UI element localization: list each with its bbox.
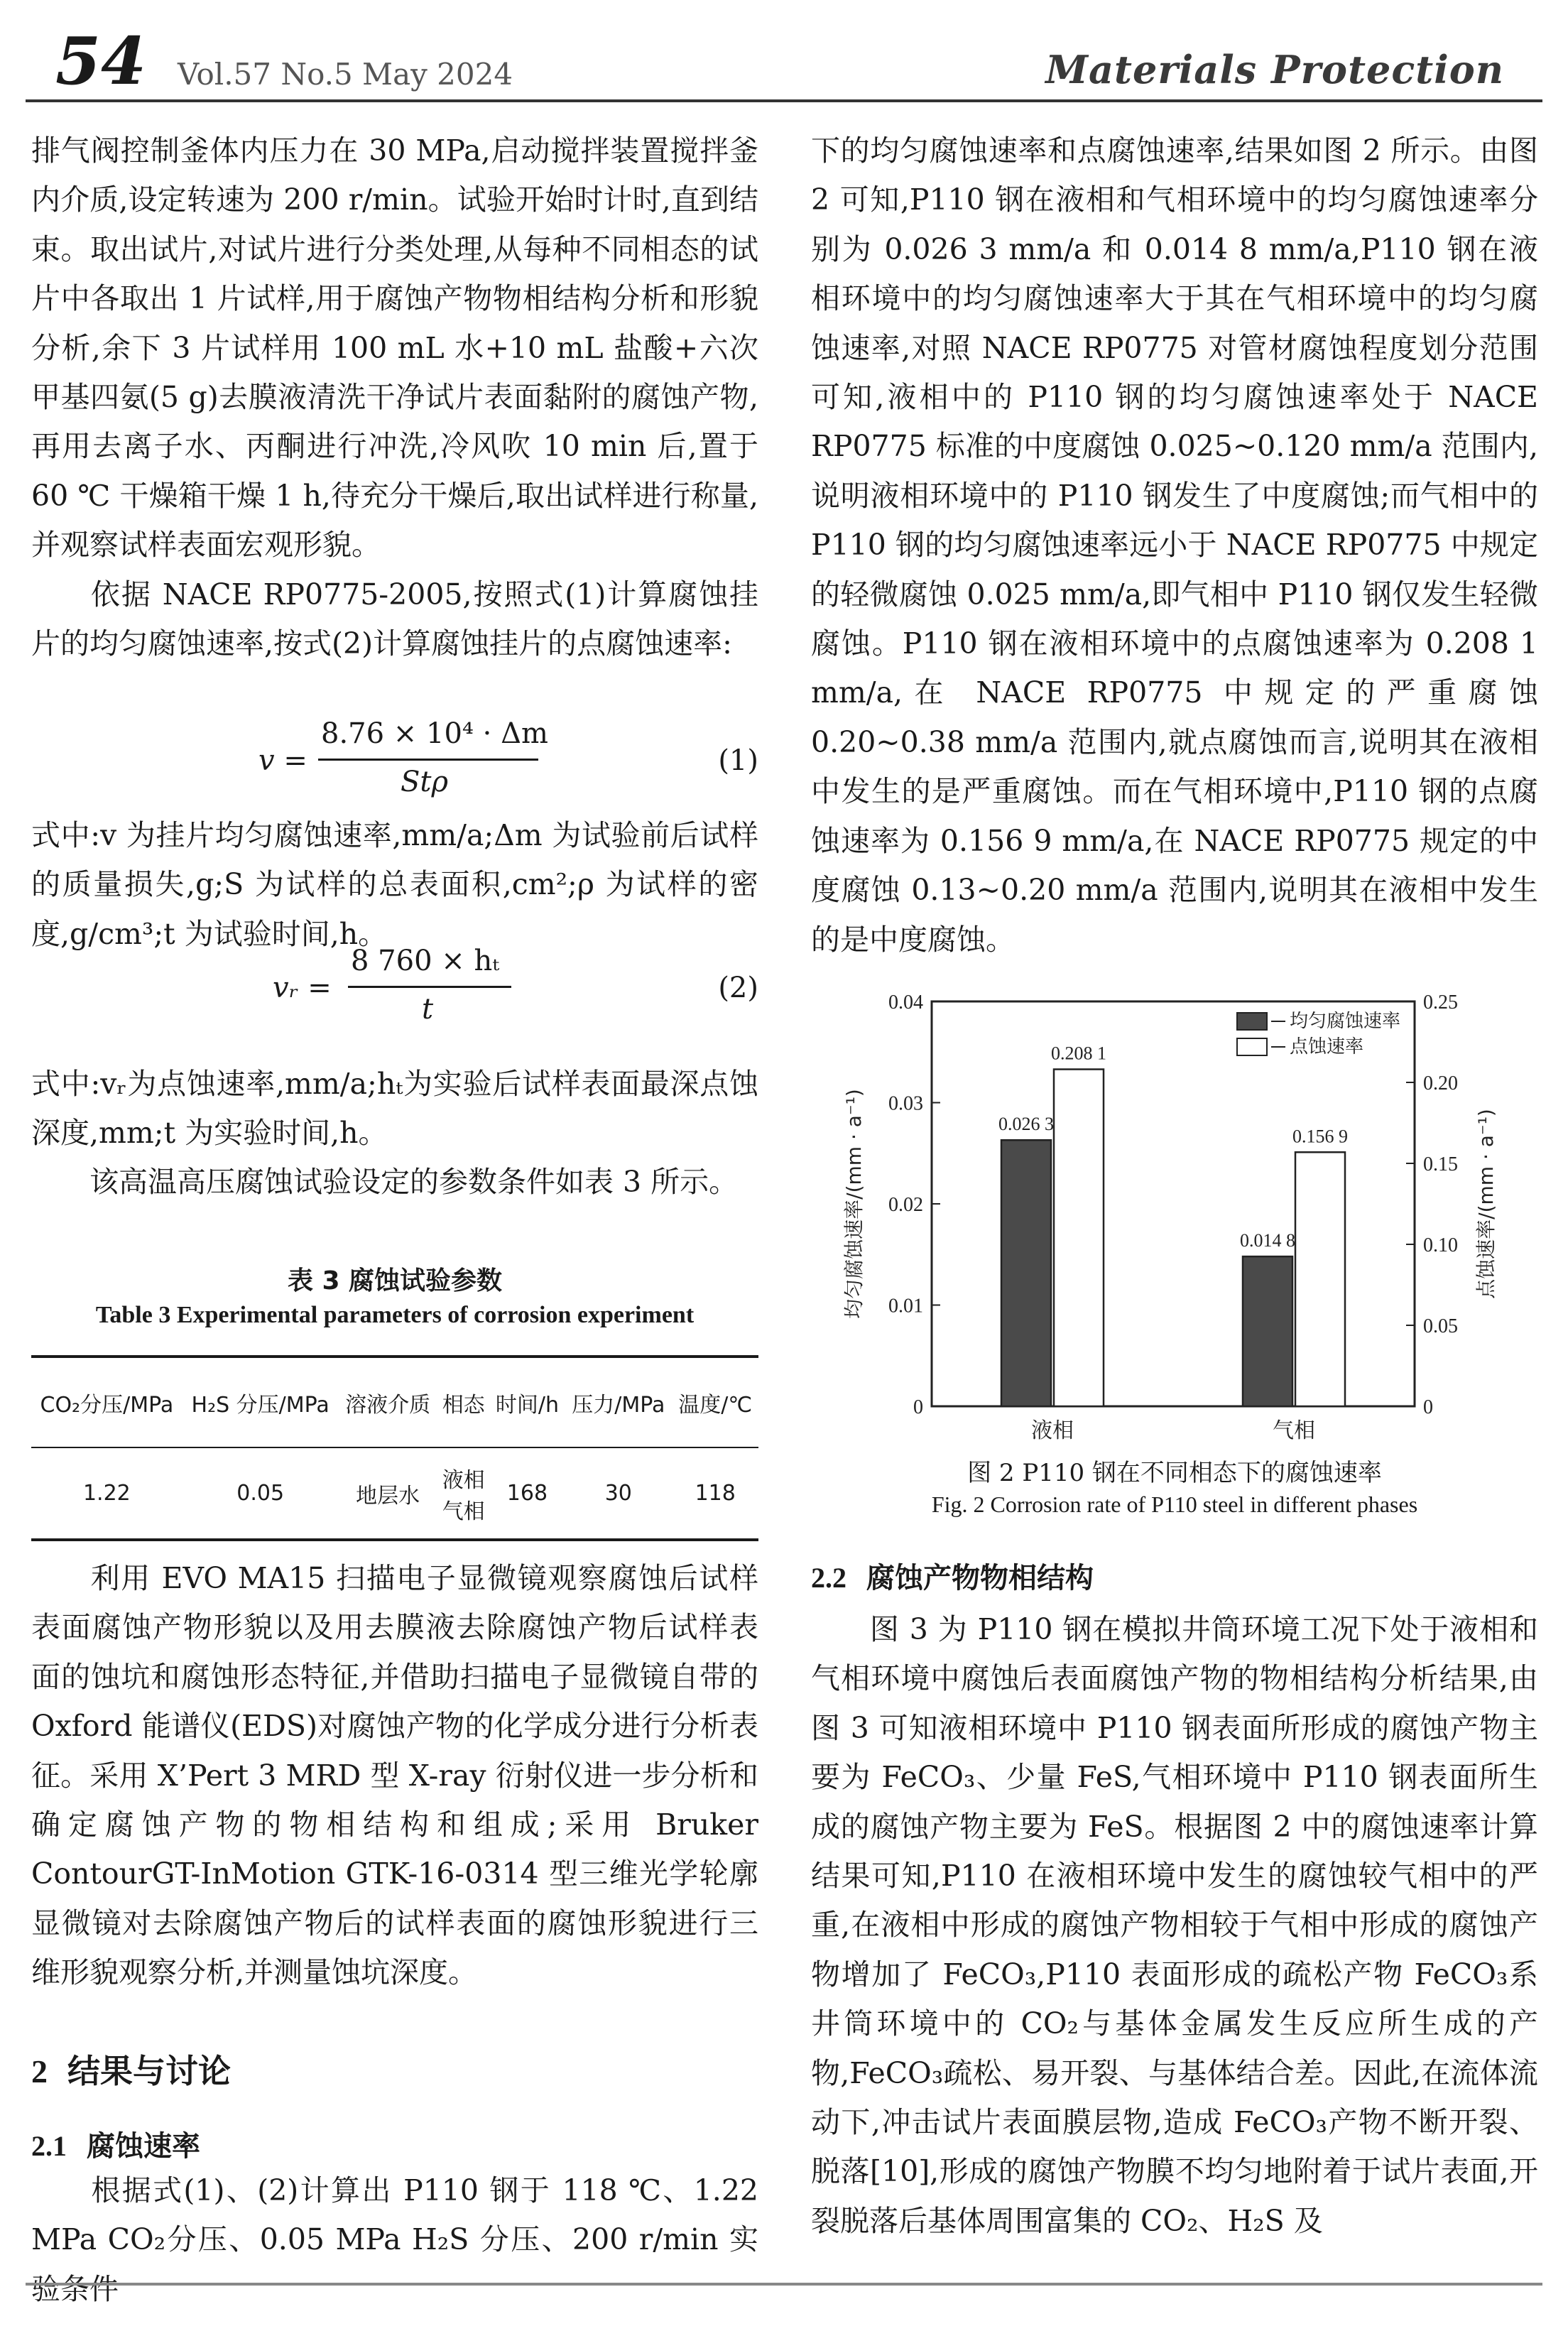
table-cell: 地层水 [356,1483,420,1509]
figure-caption-en: Fig. 2 Corrosion rate of P110 steel in different phases [931,1491,1418,1517]
y-left-axis-label: 均匀腐蚀速率/(mm · a⁻¹) [842,1089,866,1319]
table-row [31,1447,758,1540]
legend-swatch [1237,1038,1267,1055]
y-left-tick-label: 0.04 [888,991,923,1014]
volume-info: Vol.57 No.5 May 2024 [178,57,513,92]
bar-chart [811,973,1538,1456]
x-tick-label: 液相 [1031,1418,1074,1443]
table-header: 温度/℃ [678,1392,753,1418]
y-right-tick-label: 0.25 [1423,991,1458,1014]
data-label: 0.208 1 [1051,1043,1106,1064]
legend-label: 点蚀速率 [1290,1036,1364,1058]
formula-lhs: v = [258,744,307,777]
journal-name: Materials Protection [1045,47,1504,92]
bar [1243,1256,1292,1406]
table-header: 时间/h [495,1392,559,1418]
table-cell: 液相 气相 [442,1467,485,1524]
y-right-tick-label: 0.15 [1423,1153,1458,1175]
y-left-tick-label: 0.01 [888,1295,923,1317]
paragraph: 依据 NACE RP0775-2005,按照式(1)计算腐蚀挂片的均匀腐蚀速率,按式(2)计算腐蚀挂片的点腐蚀速率: [31,577,758,661]
y-right-tick-label: 0.10 [1423,1234,1458,1256]
bar [1295,1152,1345,1406]
legend-swatch [1237,1013,1267,1030]
paragraph: 排气阀控制釜体内压力在 30 MPa,启动搅拌装置搅拌釜内介质,设定转速为 200 r/min。试验开始时计时,直到结束。取出试片,对试片进行分类处理,从每种不同相态的试片中各取出 1 片试样,用于腐蚀产物物相结构分析和形貌分析,余下 3 片试样用 100 mL 水+10 mL 盐酸+六次甲基四氨(5 g)去膜液清洗干净试片表面黏附的腐蚀产物,再用去离子水、丙酮进行冲洗,冷风吹 10 min 后,置于 60 ℃ 干燥箱干燥 1 h,待充分干燥后,取出试样进行称量,并观察试样表面宏观形貌。 [31,134,758,563]
table-cell: 1.22 [82,1481,131,1506]
y-right-tick-label: 0.20 [1423,1072,1458,1094]
y-right-tick-label: 0.05 [1423,1315,1458,1337]
paragraph: 式中:vᵣ为点蚀速率,mm/a;hₜ为实验后试样表面最深点蚀深度,mm;t 为实验时间,h。 [31,1067,758,1151]
formula-denominator: Stρ [401,766,448,798]
formula-1 [31,717,758,824]
table-caption-en: Table 3 Experimental parameters of corrosion experiment [95,1302,695,1328]
subsection-heading: 2.1 腐蚀速率 [31,2130,200,2163]
table-3 [31,1355,758,1541]
data-label: 0.156 9 [1292,1126,1348,1147]
bar [1001,1140,1051,1406]
table-cell: 30 [604,1481,632,1506]
legend-label: 均匀腐蚀速率 [1290,1011,1401,1032]
y-left-tick-label: 0 [913,1396,923,1418]
table-cell: 168 [506,1481,548,1506]
page-header [0,0,1568,99]
fraction-bar [318,759,538,761]
paragraph: 根据式(1)、(2)计算出 P110 钢于 118 ℃、1.22 MPa CO₂分压、0.05 MPa H₂S 分压、200 r/min 实验条件 [31,2173,758,2306]
data-label: 0.026 3 [998,1114,1054,1135]
figure-2 [811,973,1538,1456]
equation-number: (2) [718,972,758,1004]
paragraph: 该高温高压腐蚀试验设定的参数条件如表 3 所示。 [89,1165,739,1199]
y-left-tick-label: 0.03 [888,1092,923,1115]
x-tick-label: 气相 [1273,1418,1315,1443]
y-right-axis-label: 点蚀速率/(mm · a⁻¹) [1474,1109,1498,1299]
header-rule [26,99,1542,102]
table-header: 压力/MPa [572,1392,665,1418]
footer-rule [26,2283,1542,2286]
paragraph: 利用 EVO MA15 扫描电子显微镜观察腐蚀后试样表面腐蚀产物形貌以及用去膜液去除腐蚀产物后试样表面的蚀坑和腐蚀形态特征,并借助扫描电子显微镜自带的 Oxford 能谱仪(EDS)对腐蚀产物的化学成分进行分析表征。采用 X’Pert 3 MRD 型 X-ray 衍射仪进一步分析和确定腐蚀产物的物相结构和组成;采用 Bruker ContourGT-InMotion GTK-16-0314 型三维光学轮廓显微镜对去除腐蚀产物后的试样表面的腐蚀形貌进行三维形貌观察分析,并测量蚀坑深度。 [31,1561,758,1990]
page-number: 54 [55,23,147,99]
table-header: 相态 [442,1392,485,1418]
bar [1054,1070,1104,1406]
formula-2 [31,945,758,1051]
section-heading: 2 结果与讨论 [31,2052,231,2090]
y-left-tick-label: 0.02 [888,1194,923,1216]
table-header: H₂S 分压/MPa [191,1392,330,1418]
equation-number: (1) [718,744,758,777]
formula-numerator: 8.76 × 10⁴ · Δm [321,717,548,750]
figure-caption-zh: 图 2 P110 钢在不同相态下的腐蚀速率 [967,1459,1382,1487]
table-header: 溶液介质 [345,1392,431,1418]
table-header: CO₂分压/MPa [40,1392,174,1418]
data-label: 0.014 8 [1240,1230,1295,1251]
formula-lhs: vᵣ = [273,972,332,1004]
table-caption-zh: 表 3 腐蚀试验参数 [287,1266,503,1295]
table-cell: 0.05 [236,1481,285,1506]
formula-numerator: 8 760 × hₜ [351,945,500,977]
paragraph: 式中:v 为挂片均匀腐蚀速率,mm/a;Δm 为试验前后试样的质量损失,g;S 为试样的总表面积,cm²;ρ 为试样的密度,g/cm³;t 为试验时间,h。 [31,818,758,951]
paragraph: 图 3 为 P110 钢在模拟井筒环境工况下处于液相和气相环境中腐蚀后表面腐蚀产物的物相结构分析结果,由图 3 可知液相环境中 P110 钢表面所形成的腐蚀产物主要为 FeCO₃、少量 FeS,气相环境中 P110 钢表面所生成的腐蚀产物主要为 FeS。根据图 2 中的腐蚀速率计算结果可知,P110 在液相环境中发生的腐蚀较气相中的严重,在液相中形成的腐蚀产物相较于气相中形成的腐蚀产物增加了 FeCO₃,P110 表面形成的疏松产物 FeCO₃系井筒环境中的 CO₂与基体金属发生反应所生成的产物,FeCO₃疏松、易开裂、与基体结合差。因此,在流体流动下,冲击试片表面膜层物,造成 FeCO₃产物不断开裂、脱落[10],形成的腐蚀产物膜不均匀地附着于试片表面,开裂脱落后基体周围富集的 CO₂、H₂S 及 [811,1612,1538,2238]
table-cell: 118 [695,1481,736,1506]
subsection-heading: 2.2 腐蚀产物物相结构 [811,1562,1094,1594]
formula-denominator: t [422,993,434,1026]
fraction-bar [348,986,511,988]
y-right-tick-label: 0 [1423,1396,1433,1418]
paragraph: 下的均匀腐蚀速率和点腐蚀速率,结果如图 2 所示。由图 2 可知,P110 钢在液相和气相环境中的均匀腐蚀速率分别为 0.026 3 mm/a 和 0.014 8 mm/a,P110 钢在液相环境中的均匀腐蚀速率大于其在气相环境中的均匀腐蚀速率,对照 NACE RP0775 对管材腐蚀程度划分范围可知,液相中的 P110 钢的均匀腐蚀速率处于 NACE RP0775 标准的中度腐蚀 0.025~0.120 mm/a 范围内,说明液相环境中的 P110 钢发生了中度腐蚀;而气相中的 P110 钢的均匀腐蚀速率远小于 NACE RP0775 中规定的轻微腐蚀 0.025 mm/a,即气相中 P110 钢仅发生轻微腐蚀。P110 钢在液相环境中的点腐蚀速率为 0.208 1 mm/a,在 NACE RP0775 中规定的严重腐蚀 0.20~0.38 mm/a 范围内,就点腐蚀而言,说明其在液相中发生的是严重腐蚀。而在气相环境中,P110 钢的点腐蚀速率为 0.156 9 mm/a,在 NACE RP0775 规定的中度腐蚀 0.13~0.20 mm/a 范围内,说明其在液相中发生的是中度腐蚀。 [811,134,1538,957]
